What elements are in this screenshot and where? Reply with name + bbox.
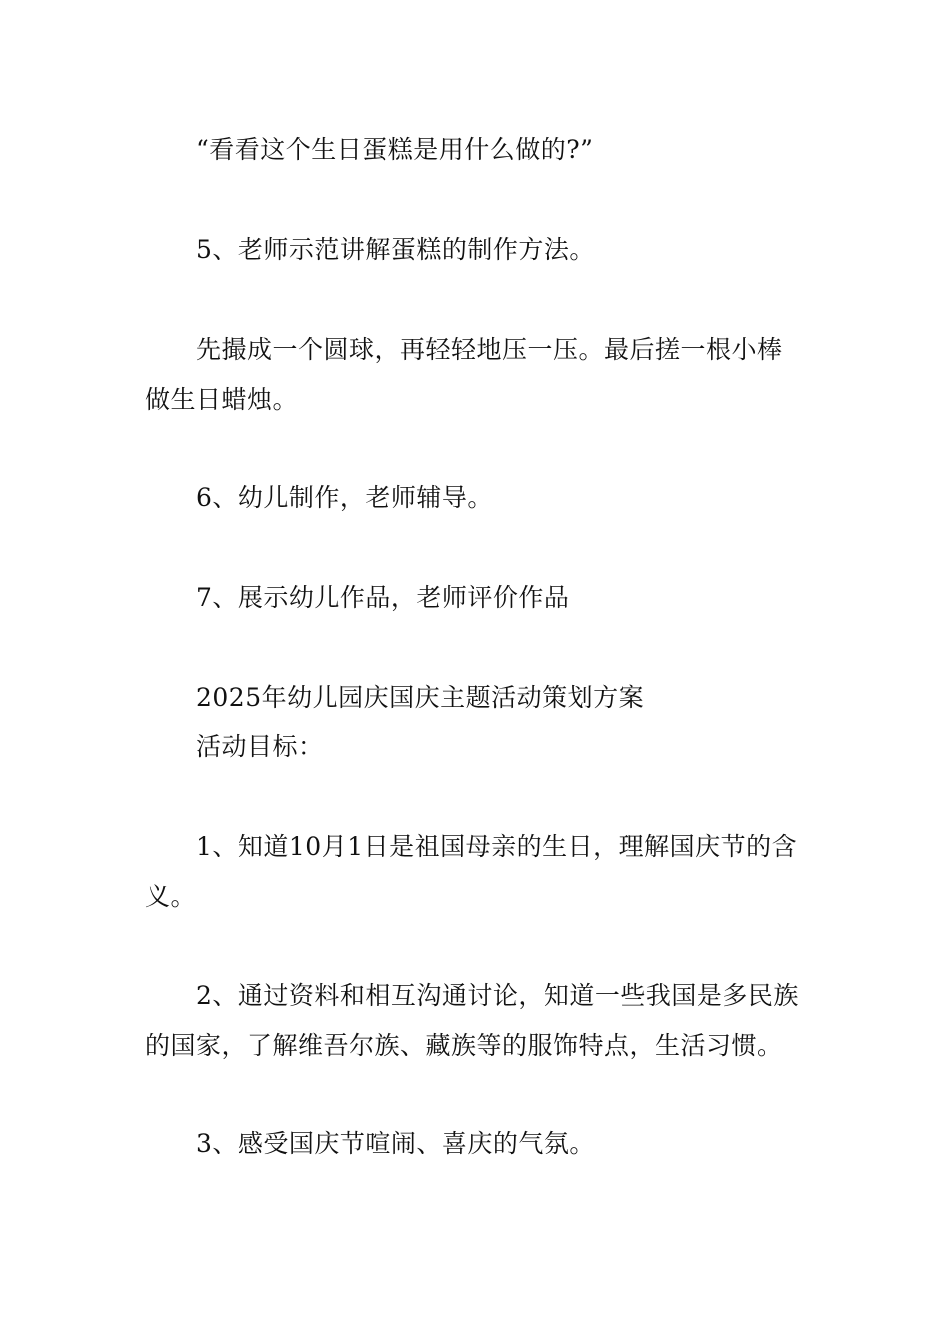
text-line-step-5: 5、老师示范讲解蛋糕的制作方法。 <box>196 235 595 264</box>
section-title: 2025年幼儿园庆国庆主题活动策划方案 <box>196 683 645 712</box>
goal-3: 3、感受国庆节喧闹、喜庆的气氛。 <box>196 1129 595 1158</box>
goal-2: 2、通过资料和相互沟通讨论，知道一些我国是多民族 <box>196 981 799 1010</box>
goal-1: 1、知道10月1日是祖国母亲的生日，理解国庆节的含 <box>196 832 798 861</box>
text-line-step-7: 7、展示幼儿作品，老师评价作品 <box>196 583 570 612</box>
text-line-quote: “看看这个生日蛋糕是用什么做的?” <box>196 135 594 164</box>
text-line-method: 先撮成一个圆球，再轻轻地压一压。最后搓一根小棒 <box>196 335 783 364</box>
text-line-step-6: 6、幼儿制作，老师辅导。 <box>196 483 493 512</box>
goal-2-cont: 的国家，了解维吾尔族、藏族等的服饰特点，生活习惯。 <box>145 1031 783 1060</box>
goal-1-cont: 义。 <box>145 882 197 911</box>
section-subtitle: 活动目标： <box>196 732 324 761</box>
text-line-method-cont: 做生日蜡烛。 <box>145 385 299 414</box>
